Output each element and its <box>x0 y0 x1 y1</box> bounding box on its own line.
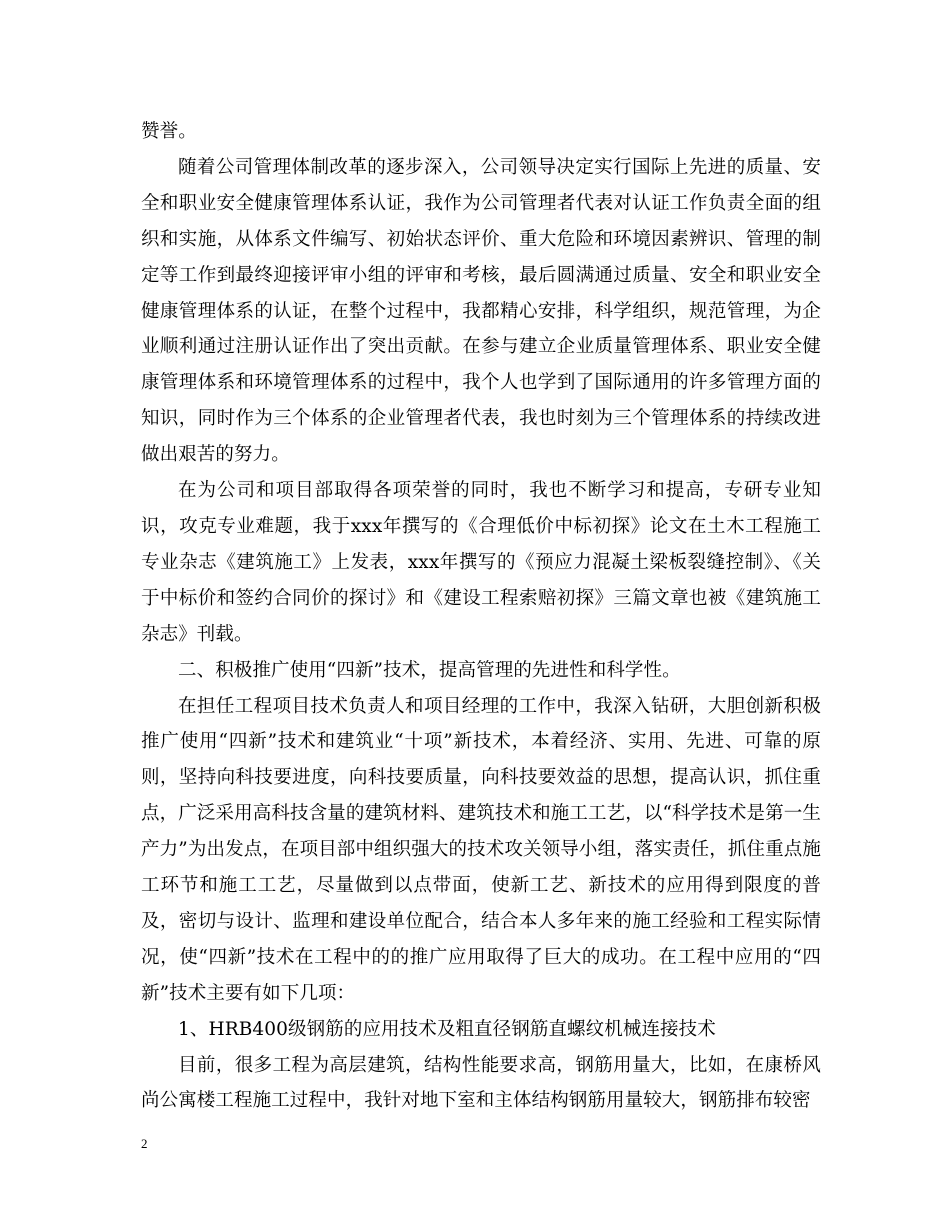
body-text <box>141 114 821 1119</box>
paragraph-5: 在担任工程项目技术负责人和项目经理的工作中，我深入钻研，大胆创新积极推广使用“四新”技术和建筑业“十项”新技术，本着经济、实用、先进、可靠的原则，坚持向科技要进度，向科技要质量，向科技要效益的思想，提高认识，抓住重点，广泛采用高科技含量的建筑材料、建筑技术和施工工艺，以“科学技术是第一生产力”为出发点，在项目部中组织强大的技术攻关领导小组，落实责任，抓住重点施工环节和施工工艺，尽量做到以点带面，使新工艺、新技术的应用得到限度的普及，密切与设计、监理和建设单位配合，结合本人多年来的施工经验和工程实际情况，使“四新”技术在工程中的的推广应用取得了巨大的成功。在工程中应用的“四新”技术主要有如下几项： <box>141 695 821 1004</box>
paragraph-7: 目前，很多工程为高层建筑，结构性能要求高，钢筋用量大，比如，在康桥风尚公寓楼工程施工过程中，我针对地下室和主体结构钢筋用量较大，钢筋排布较密 <box>141 1054 821 1112</box>
paragraph-3: 在为公司和项目部取得各项荣誉的同时，我也不断学习和提高，专研专业知识，攻克专业难题，我于xxx年撰写的《合理低价中标初探》论文在土木工程施工专业杂志《建筑施工》上发表，xxx年撰写的《预应力混凝土梁板裂缝控制》、《关于中标价和签约合同价的探讨》和《建设工程索赔初探》三篇文章也被《建筑施工杂志》刊载。 <box>141 480 821 645</box>
page-number: 2 <box>141 1136 148 1151</box>
paragraph-2: 随着公司管理体制改革的逐步深入，公司领导决定实行国际上先进的质量、安全和职业安全健康管理体系认证，我作为公司管理者代表对认证工作负责全面的组织和实施，从体系文件编写、初始状态评价、重大危险和环境因素辨识、管理的制定等工作到最终迎接评审小组的评审和考核，最后圆满通过质量、安全和职业安全健康管理体系的认证，在整个过程中，我都精心安排，科学组织，规范管理，为企业顺利通过注册认证作出了突出贡献。在参与建立企业质量管理体系、职业安全健康管理体系和环境管理体系的过程中，我个人也学到了国际通用的许多管理方面的知识，同时作为三个体系的企业管理者代表，我也时刻为三个管理体系的持续改进做出艰苦的努力。 <box>141 156 821 466</box>
paragraph-1: 赞誉。 <box>141 121 197 142</box>
section-heading: 二、积极推广使用“四新”技术，提高管理的先进性和科学性。 <box>178 659 681 681</box>
subsection-heading: 1、HRB400级钢筋的应用技术及粗直径钢筋直螺纹机械连接技术 <box>178 1018 716 1040</box>
